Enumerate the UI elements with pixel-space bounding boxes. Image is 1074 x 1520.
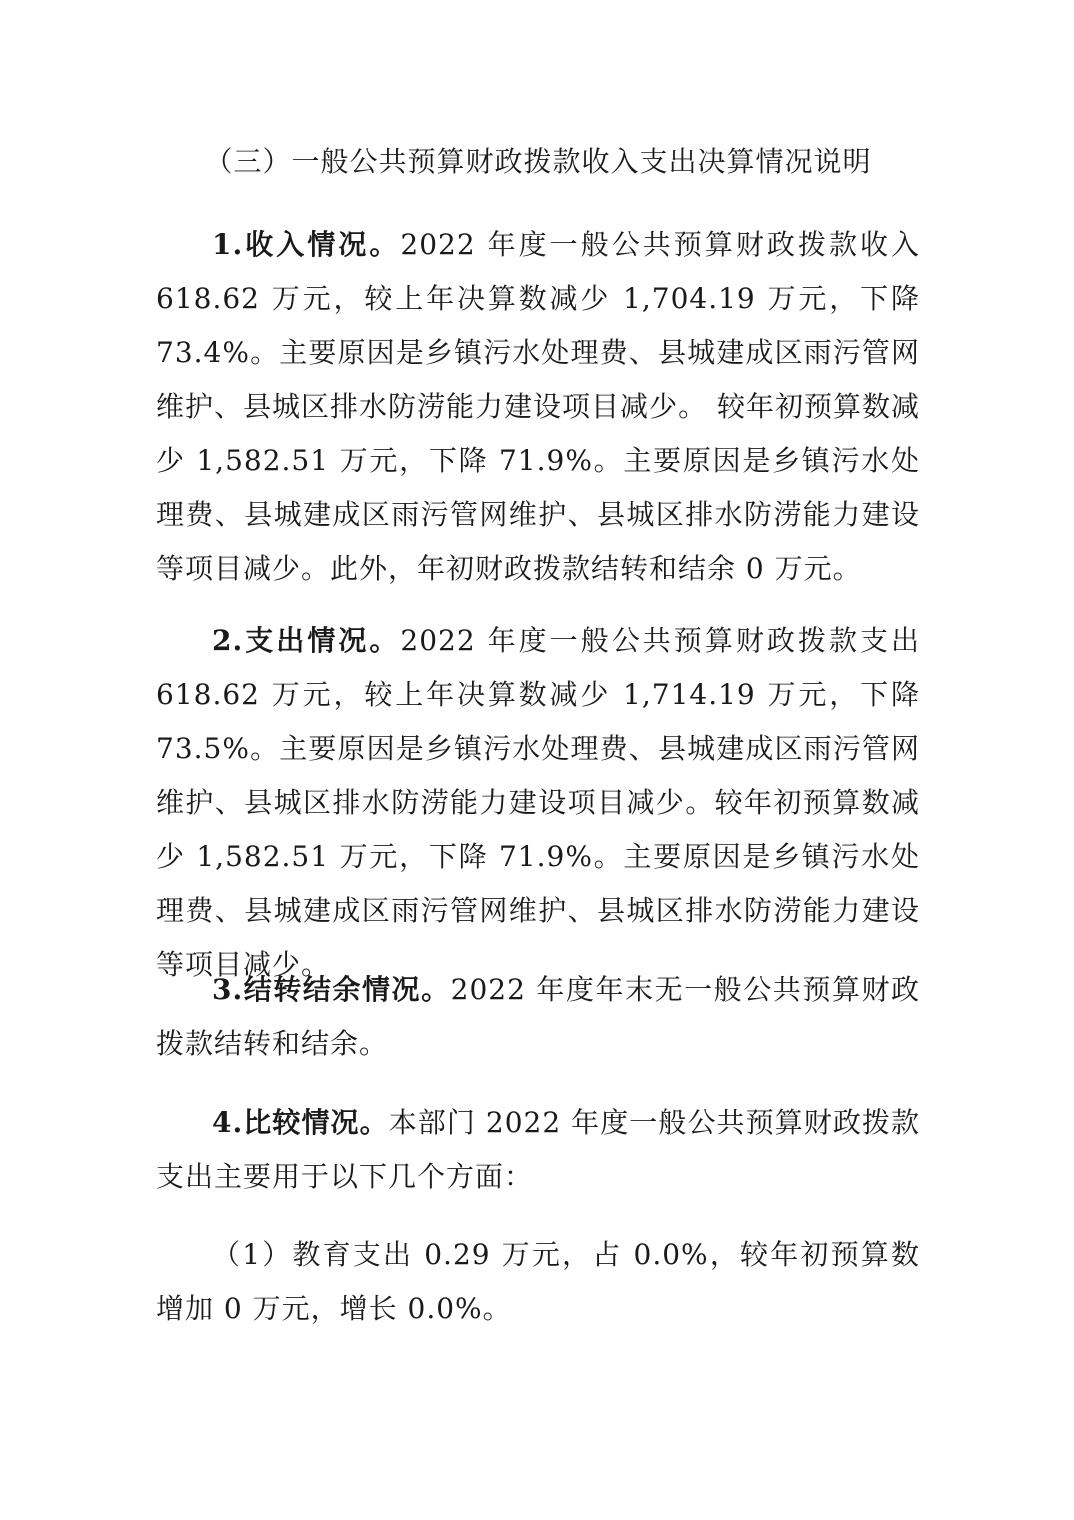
carryover-body: 2022 年度年末无一般公共预算财政拨款结转和结余。 — [156, 973, 920, 1060]
expenditure-lead: 2.支出情况。 — [212, 624, 401, 657]
comparison-lead: 4.比较情况。 — [212, 1106, 389, 1139]
paragraph-carryover — [156, 963, 920, 1071]
section-heading: （三）一般公共预算财政拨款收入支出决算情况说明 — [204, 145, 872, 178]
income-lead: 1.收入情况。 — [212, 228, 401, 261]
paragraph-comparison — [156, 1096, 920, 1204]
paragraph-item-education: （1）教育支出 0.29 万元，占 0.0%，较年初预算数增加 0 万元，增长 0.0%。 — [156, 1238, 920, 1325]
comparison-body: 本部门 2022 年度一般公共预算财政拨款支出主要用于以下几个方面： — [156, 1106, 921, 1193]
expenditure-body: 2022 年度一般公共预算财政拨款支出 618.62 万元，较上年决算数减少 1,714.19 万元，下降 73.5%。主要原因是乡镇污水处理费、县城建成区雨污管网维护、县城区排水防涝能力建设项目减少。较年初预算数减少 1,582.51 万元，下降 71.9%。主要原因是乡镇污水处理费、县城建成区雨污管网维护、县城区排水防涝能力建设等项目减少。 — [156, 624, 920, 981]
paragraph-income — [156, 218, 920, 596]
income-body: 2022 年度一般公共预算财政拨款收入 618.62 万元，较上年决算数减少 1,704.19 万元，下降 73.4%。主要原因是乡镇污水处理费、县城建成区雨污管网维护、县城区排水防涝能力建设项目减少。 较年初预算数减少 1,582.51 万元，下降 71.9%。主要原因是乡镇污水处理费、县城建成区雨污管网维护、县城区排水防涝能力建设等项目减少。此外，年初财政拨款结转和结余 0 万元。 — [156, 228, 920, 585]
carryover-lead: 3.结转结余情况。 — [212, 973, 451, 1006]
paragraph-expenditure — [156, 614, 920, 992]
